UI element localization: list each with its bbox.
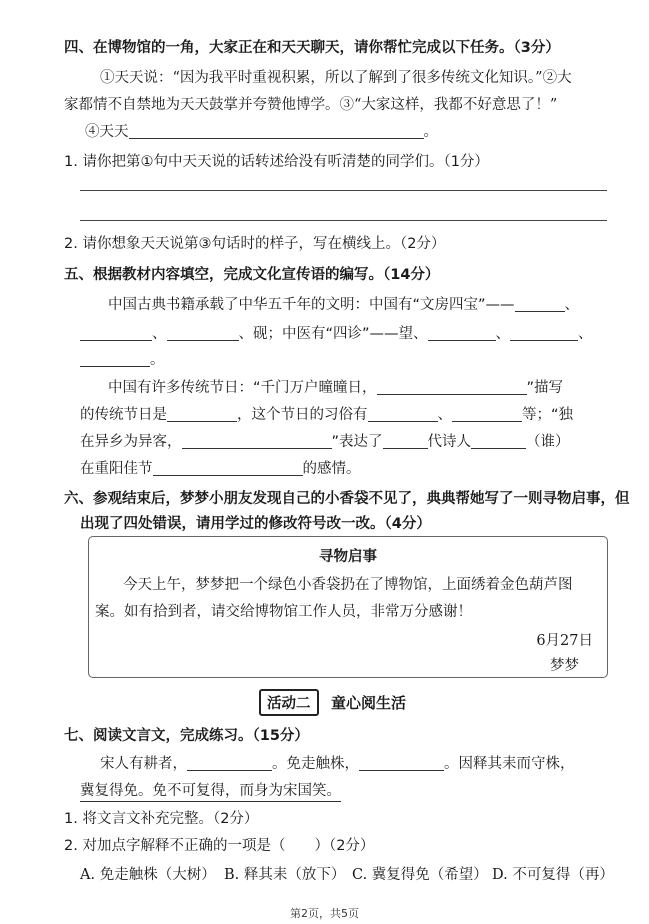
notice-date: 6月27日 [536,633,593,649]
answer-blank[interactable] [80,352,150,368]
q4-sub1: 1. 请你把第①句中天天说的话转述给没有听清楚的同学们。（1分） [64,154,489,170]
q7-sub1: 1. 将文言文补充完整。（2分） [64,811,259,827]
answer-blank[interactable] [471,434,526,450]
q6-heading-line2: 出现了四处错误，请用学过的修改符号改一改。（4分） [80,516,431,532]
q4-sub2: 2. 请你想象天天说第③句话时的样子，写在横线上。（2分） [64,236,446,252]
option-d[interactable]: D. 不可复得（再） [492,867,614,883]
q7-text-line1: 宋人有耕者， 。免走触株， 。因释其耒而守株， [100,756,575,772]
notice-line2: 案。如有拾到者，请交给博物馆工作人员，非常万分感谢！ [95,604,472,620]
answer-blank[interactable] [153,461,303,477]
q7-text-line2: 冀复得免。免不可复得，而身为宋国笑。 [80,779,341,802]
answer-blank[interactable] [167,407,237,423]
q5-p2-line3: 在异乡为异客， ”表达了 代诗人 （谁） [80,434,570,450]
notice-line1: 今天上午，梦梦把一个绿色小香袋扔在了博物馆，上面绣着金色葫芦图 [123,577,573,593]
answer-blank[interactable] [129,124,424,140]
q5-p1-line2: 、 、砚；中医有“四诊”——望、 、 、 [80,322,593,343]
q7-sub2: 2. 对加点字解释不正确的一项是（ ）（2分） [64,838,375,854]
q4-heading: 四、在博物馆的一角，大家正在和天天聊天，请你帮忙完成以下任务。（3分） [64,40,560,56]
option-c[interactable]: C. 冀复得免（希望） [352,867,488,883]
answer-blank[interactable] [187,756,272,772]
activity-tag: 活动二 [259,689,319,716]
q5-p1-line1: 中国古典书籍承载了中华五千年的文明：中国有“文房四宝”—— 、 [108,297,580,313]
page-footer: 第2页，共5页 [290,907,359,920]
notice-box [88,536,608,678]
answer-line[interactable] [80,190,607,191]
option-a[interactable]: A. 免走触株（大树） [80,867,216,883]
answer-blank[interactable] [377,380,527,396]
answer-blank[interactable] [368,407,438,423]
answer-blank[interactable] [452,407,522,423]
answer-blank[interactable] [428,326,496,342]
q7-heading: 七、阅读文言文，完成练习。（15分） [64,728,309,744]
answer-blank[interactable] [182,434,332,450]
q5-heading: 五、根据教材内容填空，完成文化宣传语的编写。（14分） [64,267,440,283]
option-b[interactable]: B. 释其耒（放下） [224,867,346,883]
q5-p2-line2: 的传统节日是 ，这个节日的习俗有 、 等；“独 [80,407,574,423]
answer-blank[interactable] [383,434,428,450]
q5-p2-line4: 在重阳佳节 的感情。 [80,461,361,477]
q4-line3: ④天天 。 [85,124,438,140]
notice-title: 寻物启事 [319,549,377,565]
answer-blank[interactable] [359,756,444,772]
q4-line2: 家都情不自禁地为天天鼓掌并夸赞他博学。③“大家这样，我都不好意思了！” [64,97,558,113]
activity-title: 童心阅生活 [331,694,407,712]
answer-blank[interactable] [510,326,578,342]
q5-p1-line3: 。 [80,348,165,369]
answer-blank[interactable] [80,326,152,342]
answer-line[interactable] [80,220,607,221]
q5-p2-line1: 中国有许多传统节日：“千门万户曈曈日， ”描写 [108,380,564,396]
q4-line1: ①天天说：“因为我平时重视积累，所以了解到了很多传统文化知识。”②大 [100,70,572,86]
q6-heading-line1: 六、参观结束后，梦梦小朋友发现自己的小香袋不见了，典典帮她写了一则寻物启事，但 [64,491,630,507]
answer-blank[interactable] [167,326,239,342]
answer-blank[interactable] [515,297,565,313]
notice-signature: 梦梦 [550,658,579,674]
